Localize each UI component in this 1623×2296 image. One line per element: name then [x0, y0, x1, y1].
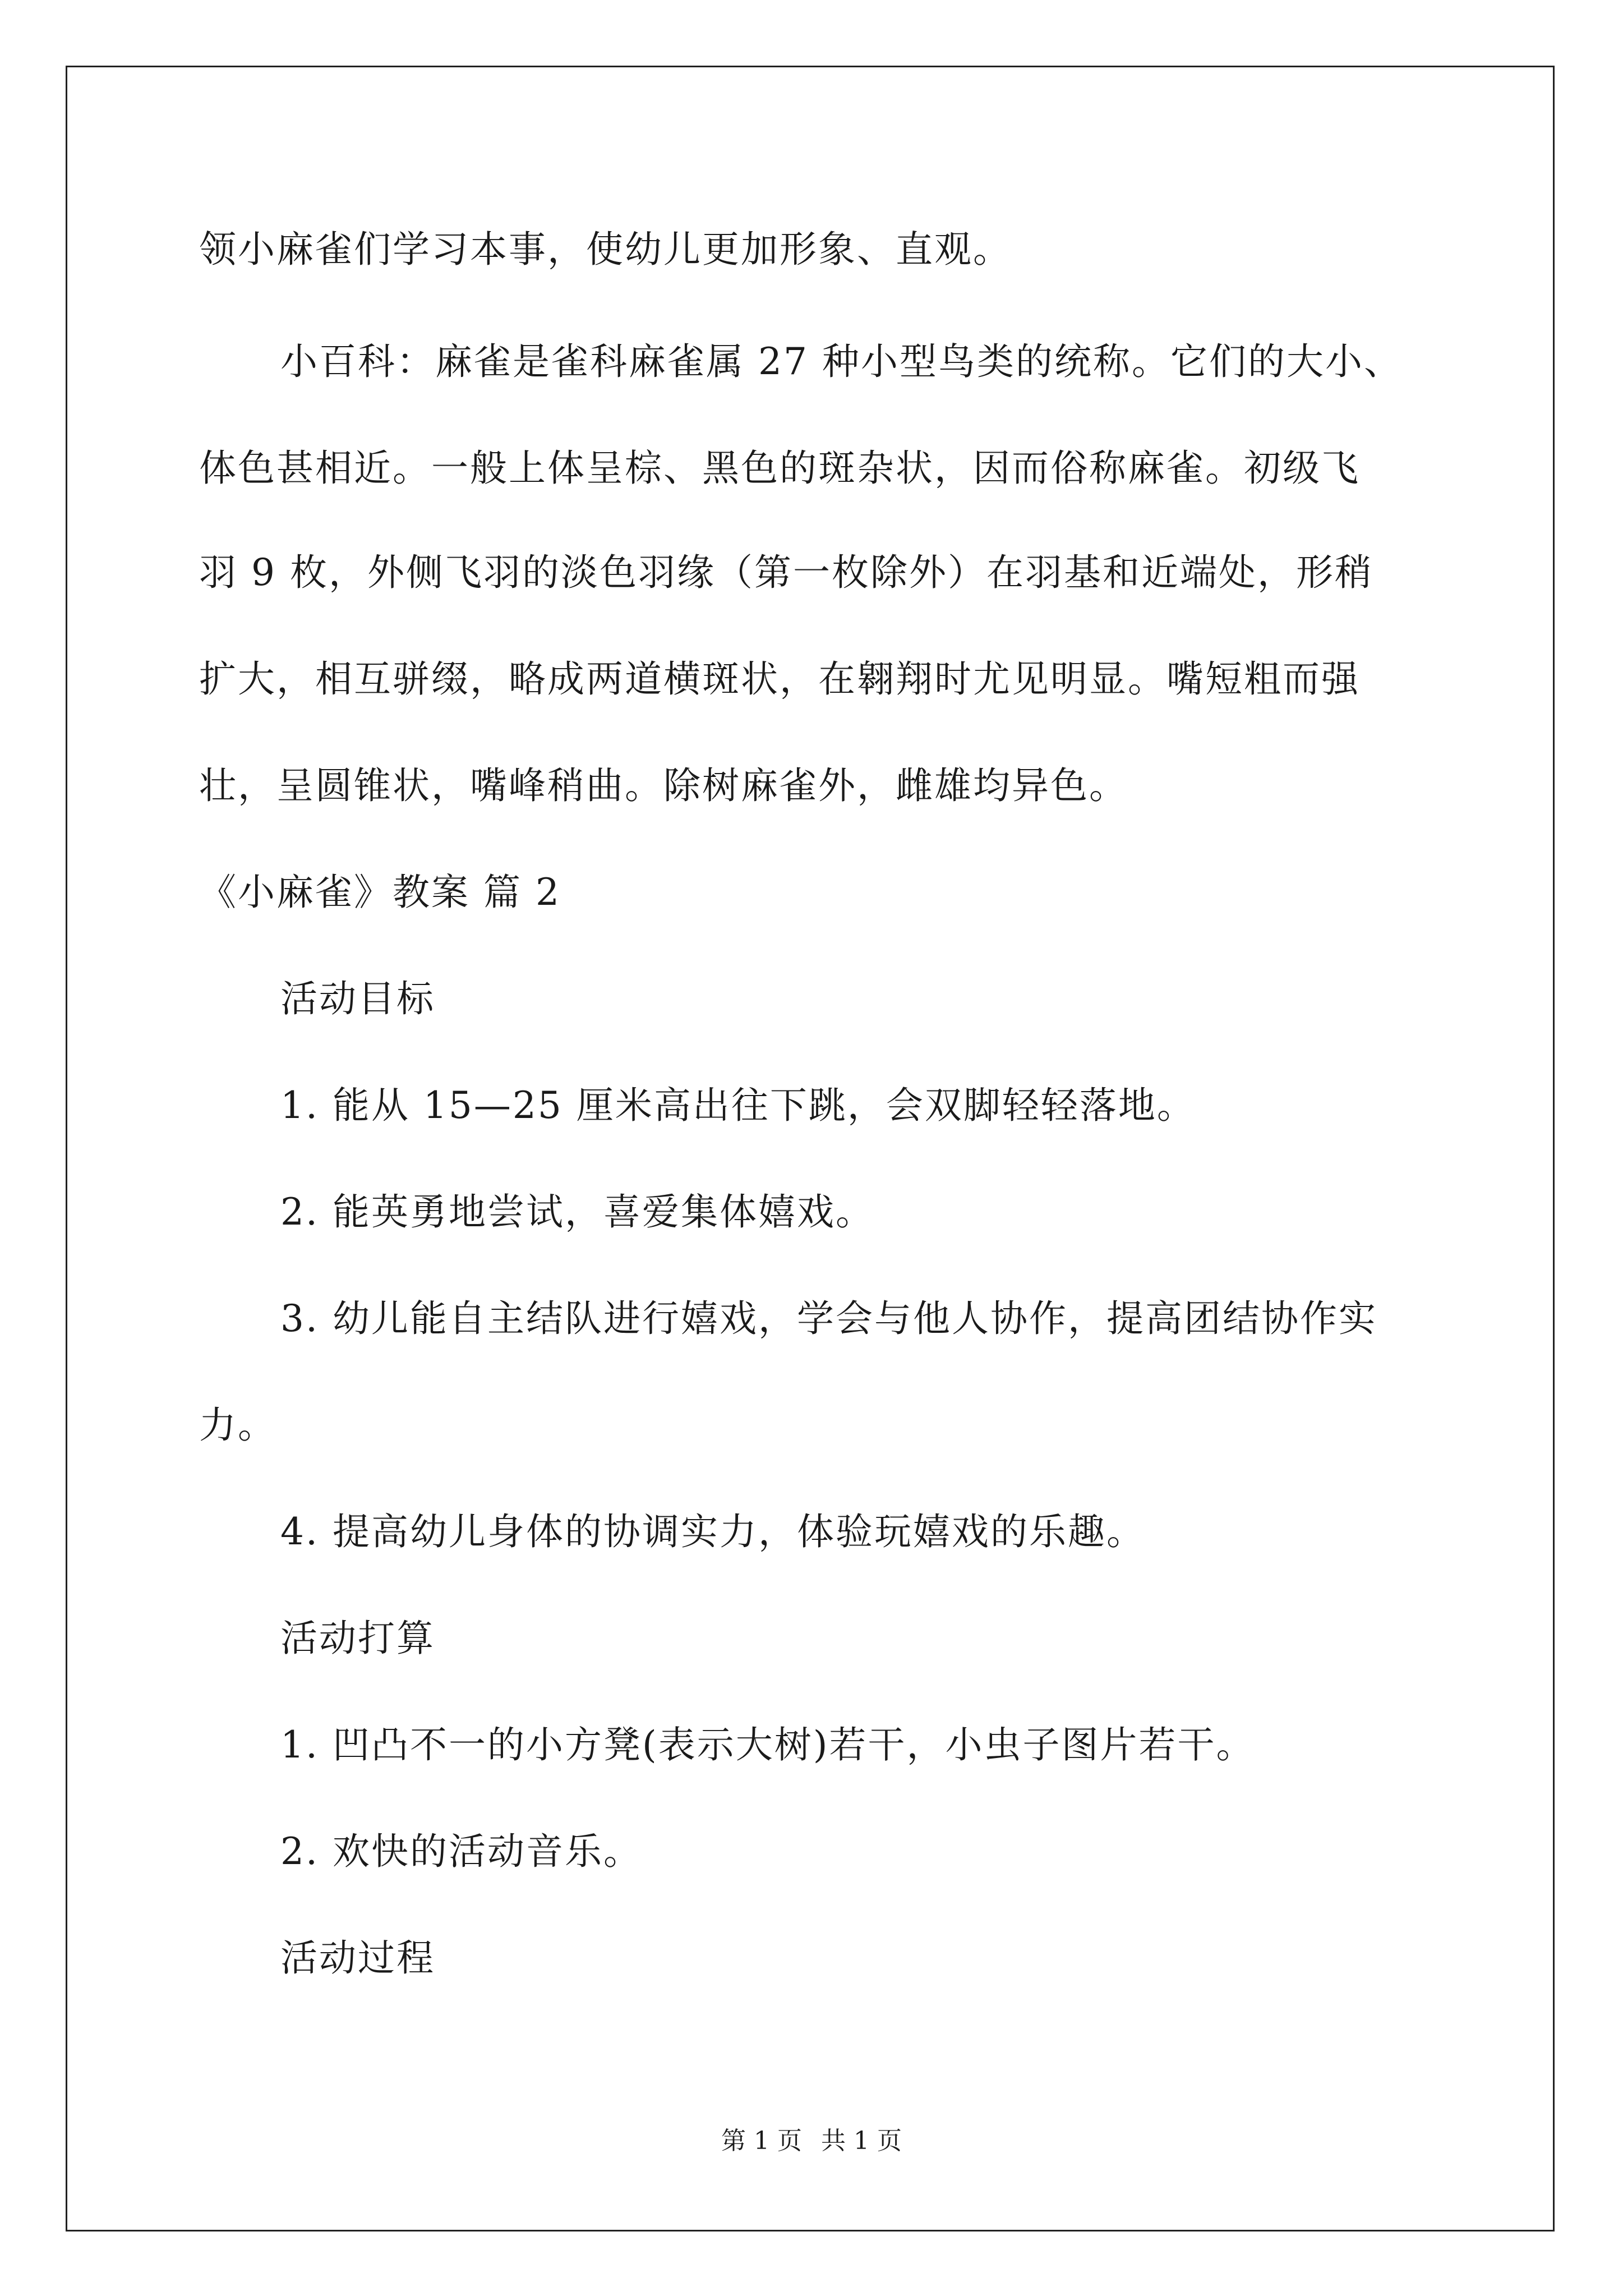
page-footer [0, 2129, 1623, 2154]
lesson-heading: 《小麻雀》教案 篇 2 [199, 871, 561, 914]
goal-item-1: 1. 能从 15—25 厘米高出往下跳，会双脚轻轻落地。 [280, 1084, 1196, 1127]
encyclopedia-paragraph-line-5: 壮，呈圆锥状，嘴峰稍曲。除树麻雀外，雌雄均异色。 [199, 764, 1128, 807]
encyclopedia-paragraph-line-4: 扩大，相互骈缀，略成两道横斑状，在翱翔时尤见明显。嘴短粗而强 [199, 657, 1360, 701]
goal-item-3-line-2: 力。 [199, 1404, 276, 1447]
encyclopedia-paragraph-line-3: 羽 9 枚，外侧飞羽的淡色羽缘（第一枚除外）在羽基和近端处，形稍 [199, 551, 1373, 594]
page-border [66, 66, 1555, 2231]
page-number: 第 1 页 [721, 2127, 802, 2155]
section-heading-preparation: 活动打算 [280, 1617, 435, 1660]
goal-item-3-line-1: 3. 幼儿能自主结队进行嬉戏，学会与他人协作，提高团结协作实 [280, 1297, 1377, 1340]
encyclopedia-paragraph-line-2: 体色甚相近。一般上体呈棕、黑色的斑杂状，因而俗称麻雀。初级飞 [199, 447, 1360, 490]
goal-item-2: 2. 能英勇地尝试，喜爱集体嬉戏。 [280, 1190, 874, 1234]
prep-item-2: 2. 欢快的活动音乐。 [280, 1830, 642, 1873]
section-heading-process: 活动过程 [280, 1936, 435, 1980]
page-total: 共 1 页 [821, 2127, 902, 2155]
goal-item-4: 4. 提高幼儿身体的协调实力，体验玩嬉戏的乐趣。 [280, 1510, 1145, 1553]
paragraph-line: 领小麻雀们学习本事，使幼儿更加形象、直观。 [199, 228, 1012, 271]
encyclopedia-paragraph-line-1: 小百科：麻雀是雀科麻雀属 27 种小型鸟类的统称。它们的大小、 [280, 340, 1403, 383]
section-heading-goals: 活动目标 [280, 977, 435, 1020]
prep-item-1: 1. 凹凸不一的小方凳(表示大树)若干，小虫子图片若干。 [280, 1723, 1255, 1766]
